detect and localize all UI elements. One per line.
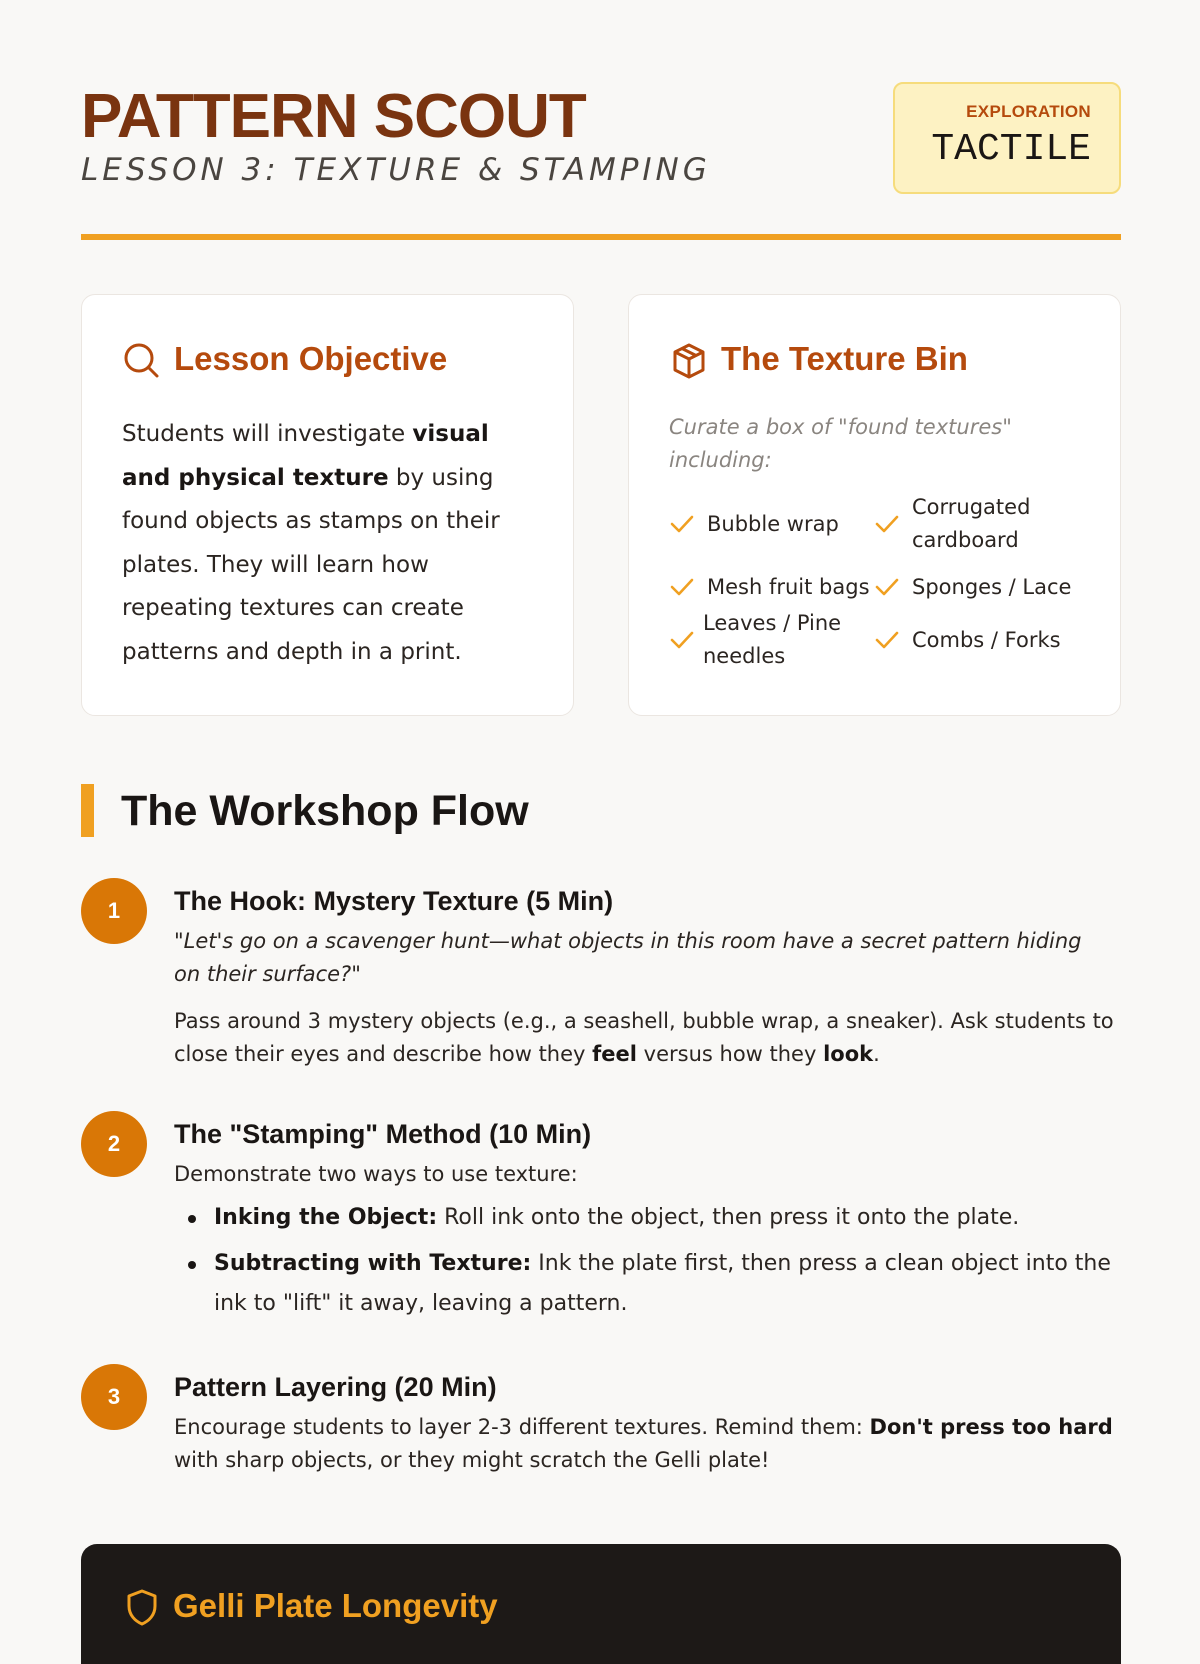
box-icon	[669, 341, 709, 381]
badge-value: TACTILE	[931, 128, 1091, 171]
step-title: Pattern Layering (20 Min)	[174, 1372, 497, 1402]
step-text-bold: Don't press too hard	[869, 1415, 1113, 1439]
longevity-callout	[81, 1544, 1121, 1664]
step-text-part: Pass around 3 mystery objects (e.g., a seashell, bubble wrap, a sneaker). Ask students to close their eyes and describe how they	[174, 1009, 1114, 1066]
step-text-part: with sharp objects, or they might scratch the Gelli plate!	[174, 1448, 770, 1472]
objective-text-part-2: by using found objects as stamps on their plates. They will learn how repeating textures can create patterns and depth in a print.	[122, 464, 500, 665]
texture-item-label: Combs / Forks	[912, 627, 1061, 652]
step-text	[174, 1411, 1114, 1477]
check-icon	[669, 514, 695, 534]
check-icon	[669, 630, 695, 650]
objective-card	[81, 294, 574, 716]
step-bullet-text: Roll ink onto the object, then press it onto the plate.	[437, 1205, 1020, 1230]
texture-item-label: Leaves / Pine needles	[703, 611, 842, 668]
step-number-badge: 2	[81, 1111, 147, 1177]
check-icon	[874, 577, 900, 597]
texture-item-label: Mesh fruit bags	[707, 574, 870, 599]
step-text-part: versus how they	[636, 1042, 824, 1066]
step-bullet-bold: Inking the Object:	[214, 1205, 438, 1230]
check-icon	[874, 630, 900, 650]
step-title: The Hook: Mystery Texture (5 Min)	[174, 886, 614, 916]
texture-bin-intro: Curate a box of "found textures" including:	[669, 415, 1012, 472]
page-header	[81, 82, 1121, 242]
step-quote: "Let's go on a scavenger hunt—what objects in this room have a secret pattern hiding on their surface?"	[174, 929, 1082, 986]
step-text-part: Encourage students to layer 2-3 different textures. Remind them:	[174, 1415, 870, 1439]
header-divider	[81, 234, 1121, 240]
step-text-bold: look	[823, 1042, 874, 1066]
texture-item-label: Corrugated cardboard	[912, 495, 1031, 552]
texture-item	[874, 567, 1084, 607]
objective-text	[122, 413, 542, 674]
exploration-badge	[893, 82, 1121, 194]
texture-item	[669, 567, 879, 607]
section-accent-bar	[81, 784, 94, 837]
step-title: The "Stamping" Method (10 Min)	[174, 1119, 592, 1149]
longevity-title: Gelli Plate Longevity	[173, 1587, 498, 1624]
step-bullet-list	[174, 1198, 1114, 1330]
step-number-badge: 3	[81, 1364, 147, 1430]
step-number-badge: 1	[81, 878, 147, 944]
texture-item	[669, 607, 864, 673]
step-bullet-text: Ink the plate first, then press a clean object into the ink to "lift" it away, leaving a pattern.	[214, 1251, 1111, 1316]
texture-bin-card	[628, 294, 1121, 716]
objective-title: Lesson Objective	[174, 340, 448, 377]
check-icon	[874, 514, 900, 534]
texture-item	[874, 491, 1074, 557]
step-text: Demonstrate two ways to use texture:	[174, 1162, 578, 1186]
shield-icon	[125, 1588, 159, 1626]
objective-text-part-1: Students will investigate	[122, 421, 413, 447]
step-text	[174, 1005, 1114, 1071]
workshop-flow-title: The Workshop Flow	[121, 787, 529, 835]
page-title: PATTERN SCOUT	[81, 82, 586, 151]
step-bullet	[174, 1198, 1114, 1238]
lesson-subtitle: LESSON 3: TEXTURE & STAMPING	[81, 152, 711, 188]
step-bullet	[174, 1244, 1114, 1324]
objective-text-bold: visual and physical texture	[122, 421, 489, 491]
step-text-bold: feel	[592, 1042, 637, 1066]
texture-item	[874, 607, 1084, 673]
step-text-part: .	[873, 1042, 880, 1066]
search-icon	[122, 341, 162, 381]
badge-label: EXPLORATION	[966, 102, 1091, 121]
texture-item-label: Bubble wrap	[707, 511, 839, 536]
step-bullet-bold: Subtracting with Texture:	[214, 1251, 532, 1276]
texture-bin-title: The Texture Bin	[721, 340, 968, 377]
texture-item-label: Sponges / Lace	[912, 574, 1072, 599]
texture-item	[669, 491, 859, 557]
check-icon	[669, 577, 695, 597]
